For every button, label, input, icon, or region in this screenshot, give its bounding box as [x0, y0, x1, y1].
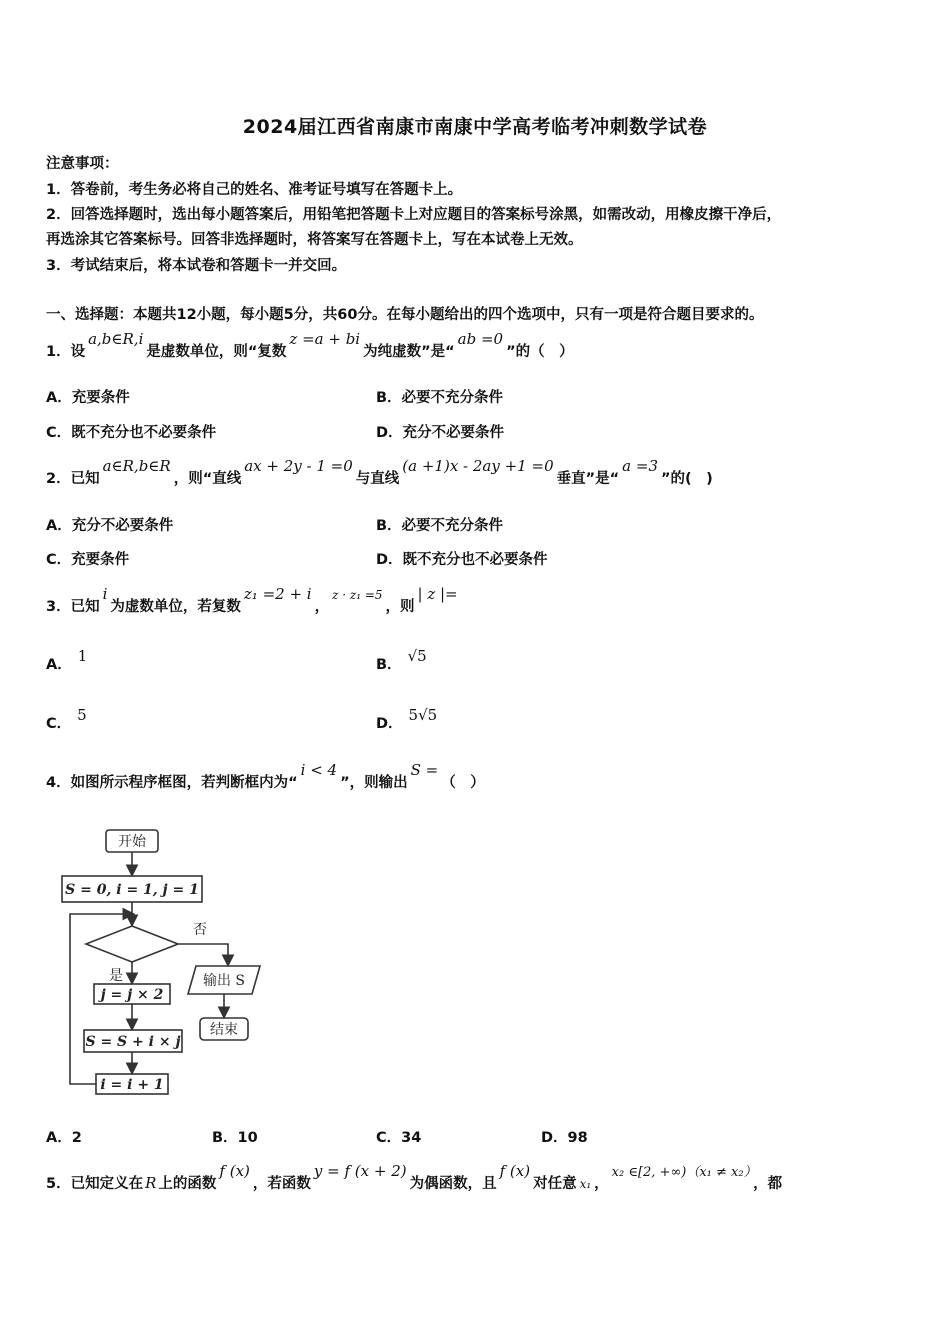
q2-math: a∈R,b∈R: [102, 457, 171, 475]
q4-option-d[interactable]: D．98: [541, 1130, 588, 1146]
q5-math: x₂ ∈[2, +∞)（x₁ ≠ x₂）: [611, 1165, 751, 1180]
q3-option-label: D．: [376, 716, 403, 732]
q1-option-b[interactable]: B．必要不充分条件: [376, 390, 504, 406]
q5-text: ，: [594, 1176, 609, 1192]
q2-math: ax + 2y - 1 =0: [244, 457, 353, 475]
q4-text: （ ）: [441, 775, 485, 791]
q5-text: 为偶函数，且: [409, 1176, 497, 1192]
q3-option-value: 1: [77, 647, 88, 665]
q2-text: 2．已知: [46, 471, 100, 487]
question-3: [46, 585, 461, 616]
question-4: [46, 761, 485, 792]
q3-math: z · z₁ =5: [332, 588, 383, 602]
q4-option-a[interactable]: A．2: [46, 1130, 82, 1146]
flow-end-label: 结束: [210, 1022, 238, 1038]
q3-option-b[interactable]: [376, 647, 427, 674]
q2-math: a =3: [622, 457, 658, 475]
question-2: [46, 457, 713, 488]
notice-item: 3．考试结束后，将本试卷和答题卡一并交回。: [46, 258, 347, 274]
q2-text: 垂直”是“: [556, 471, 620, 487]
section-heading: 一、选择题：本题共12小题，每小题5分，共60分。在每小题给出的四个选项中，只有一项是符合题目要求的。: [46, 307, 764, 323]
q2-option-b[interactable]: B．必要不充分条件: [376, 518, 504, 534]
q3-option-value: √5: [407, 647, 427, 665]
q1-option-a[interactable]: A．充要条件: [46, 390, 130, 406]
flow-step3-label: i = i + 1: [100, 1077, 164, 1093]
q1-text: 1．设: [46, 344, 86, 360]
q3-option-label: A．: [46, 657, 72, 673]
q5-math: y = f (x + 2): [313, 1162, 407, 1180]
flowchart: [50, 822, 280, 1112]
q1-option-d[interactable]: D．充分不必要条件: [376, 425, 505, 441]
q5-math: x₁: [579, 1177, 592, 1191]
q4-text: 4．如图所示程序框图，若判断框内为“: [46, 775, 298, 791]
q5-math: f (x): [219, 1162, 250, 1180]
q3-math: i: [102, 585, 108, 603]
q3-option-label: B．: [376, 657, 402, 673]
q4-option-b[interactable]: B．10: [212, 1130, 258, 1146]
question-5: [46, 1162, 783, 1193]
q5-text: ，若函数: [252, 1176, 311, 1192]
flow-step2-label: S = S + i × j: [85, 1034, 181, 1050]
q3-math: z₁ =2 + i: [243, 585, 312, 603]
q2-option-c[interactable]: C．充要条件: [46, 552, 130, 568]
q1-math: ab =0: [457, 330, 504, 348]
q2-text: 与直线: [355, 471, 400, 487]
q1-math: a,b∈R,i: [88, 330, 144, 348]
q1-math: z =a + bi: [289, 330, 361, 348]
flow-decision: [86, 926, 178, 962]
q2-option-d[interactable]: D．既不充分也不必要条件: [376, 552, 548, 568]
q1-text: 是虚数单位，则“复数: [146, 344, 287, 360]
q3-text: ，则: [385, 599, 415, 615]
q3-math: | z |=: [417, 585, 458, 603]
q1-option-c[interactable]: C．既不充分也不必要条件: [46, 425, 217, 441]
q1-text: 为纯虚数”是“: [363, 344, 455, 360]
q3-option-value: 5√5: [408, 706, 438, 724]
notice-heading: 注意事项：: [46, 156, 119, 172]
q3-text: ，: [314, 599, 330, 615]
q5-math: R: [145, 1174, 157, 1192]
flow-step1-label: j = j × 2: [100, 987, 164, 1003]
q3-option-d[interactable]: [376, 706, 438, 733]
q2-math: (a +1)x - 2ay +1 =0: [402, 457, 554, 475]
q4-math: i < 4: [300, 761, 338, 779]
question-1: [46, 330, 574, 361]
q4-option-c[interactable]: C．34: [376, 1130, 422, 1146]
q3-text: 为虚数单位，若复数: [110, 599, 241, 615]
flow-init-label: S = 0, i = 1, j = 1: [65, 882, 199, 898]
q3-option-a[interactable]: [46, 647, 88, 674]
q3-option-value: 5: [77, 706, 87, 724]
notice-item: 再选涂其它答案标号。回答非选择题时，将答案写在答题卡上，写在本试卷上无效。: [46, 232, 583, 248]
page-title: 2024届江西省南康市南康中学高考临考冲刺数学试卷: [242, 116, 708, 138]
q3-text: 3．已知: [46, 599, 100, 615]
q5-text: ，都: [753, 1176, 783, 1192]
q5-text: 对任意: [533, 1176, 577, 1192]
flow-no-label: 否: [193, 922, 207, 938]
notice-item: 1．答卷前，考生务必将自己的姓名、准考证号填写在答题卡上。: [46, 182, 463, 198]
flow-output-label: 输出 S: [202, 973, 246, 989]
flow-start-label: 开始: [118, 834, 146, 850]
q3-option-c[interactable]: [46, 706, 87, 733]
q2-text: ”的( ): [661, 471, 713, 487]
q5-math: f (x): [499, 1162, 531, 1180]
q5-text: 上的函数: [158, 1176, 217, 1192]
notice-item: 2．回答选择题时，选出每小题答案后，用铅笔把答题卡上对应题目的答案标号涂黑，如需改动，用橡皮擦干净后，: [46, 207, 782, 223]
q4-math: S =: [410, 761, 439, 779]
q3-option-label: C．: [46, 716, 72, 732]
q2-text: ，则“直线: [173, 471, 242, 487]
q2-option-a[interactable]: A．充分不必要条件: [46, 518, 174, 534]
q5-text: 5．已知定义在: [46, 1176, 144, 1192]
q1-text: ”的（ ）: [506, 344, 574, 360]
flow-yes-label: 是: [109, 968, 123, 984]
q4-text: ”，则输出: [340, 775, 408, 791]
